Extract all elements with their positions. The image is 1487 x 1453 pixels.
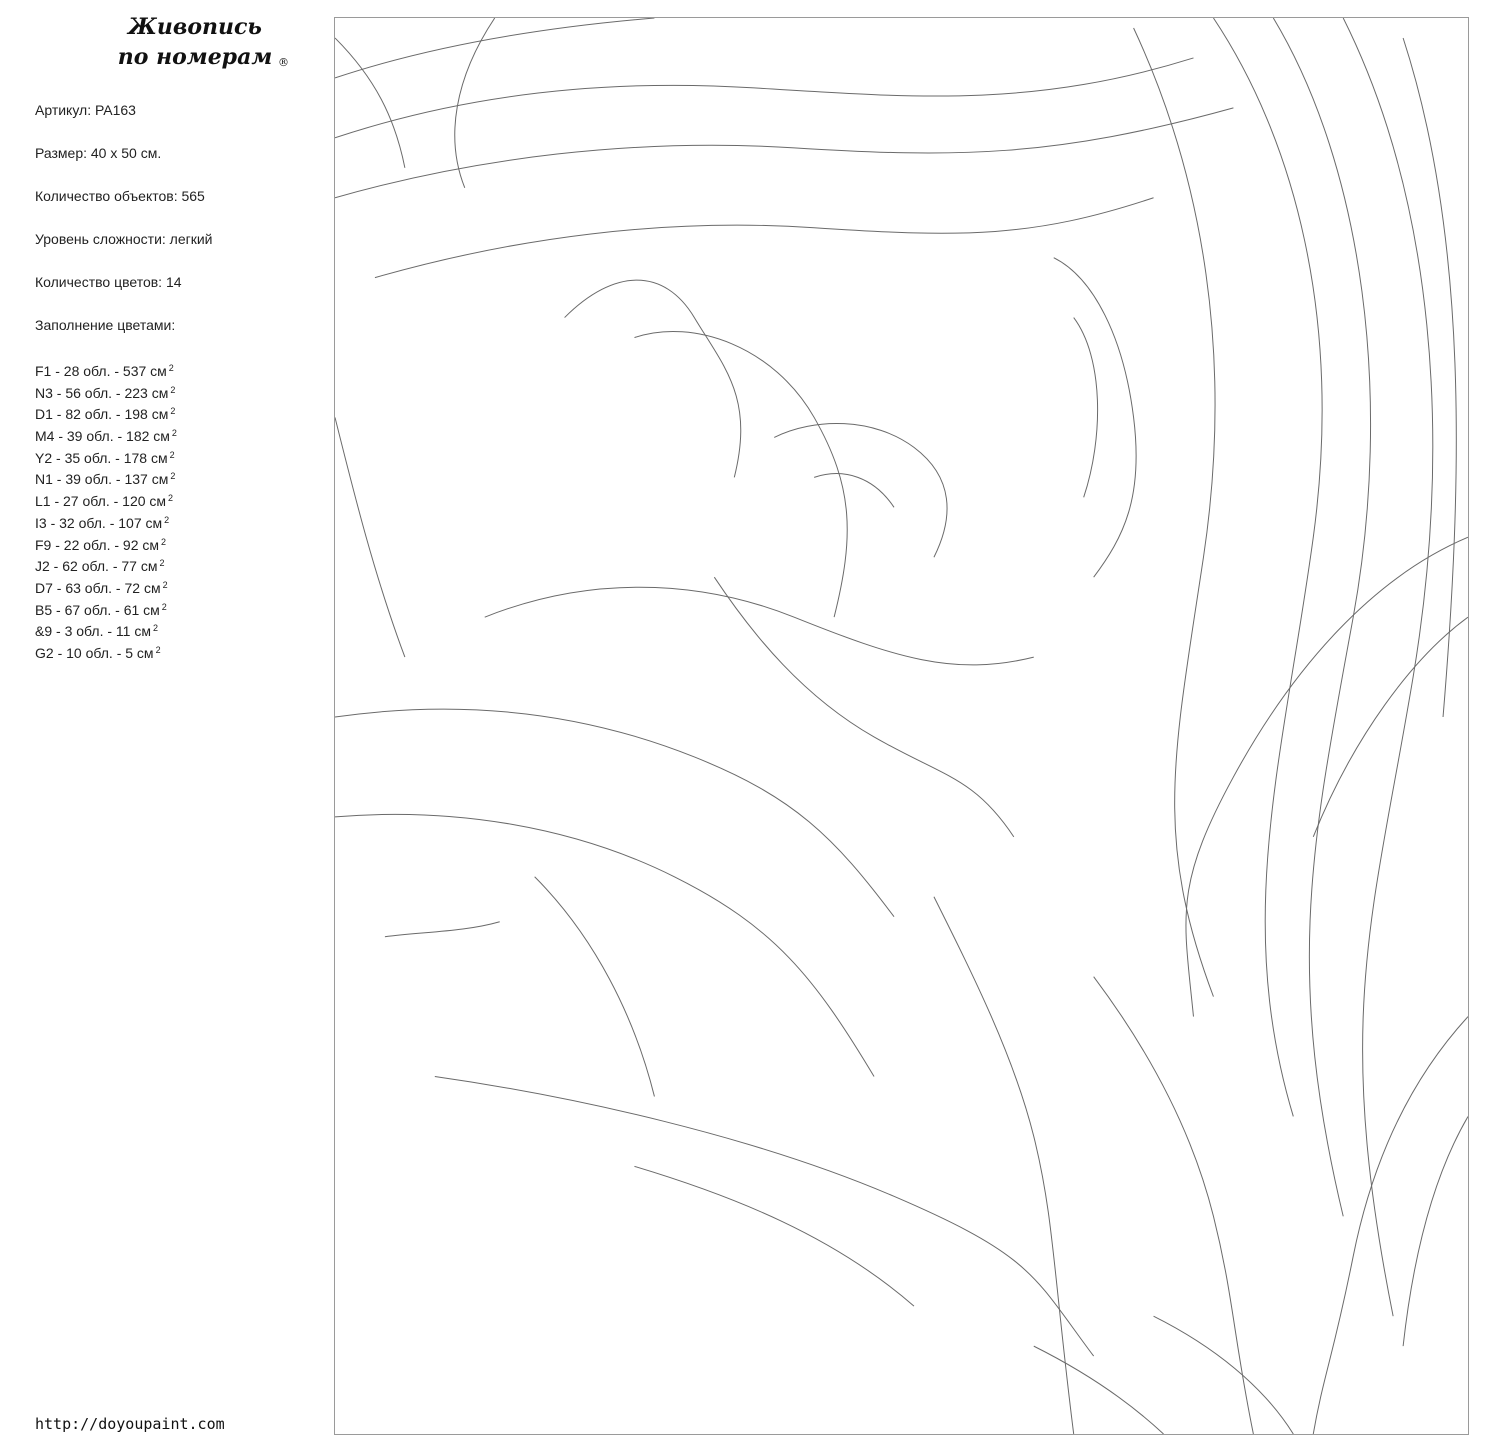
colors-count-line: Количество цветов: 14 — [35, 274, 182, 290]
color-row: F9 - 22 обл. - 92 см $^2$ — [35, 536, 167, 553]
color-row: D1 - 82 обл. - 198 см $^2$ — [35, 406, 176, 423]
color-row: &9 - 3 обл. - 11 см $^2$ — [35, 623, 158, 640]
size-line: Размер: 40 х 50 см. — [35, 145, 162, 161]
registered-mark: ® — [278, 56, 289, 69]
brand-line-2: по номерам — [117, 44, 273, 70]
coloring-canvas — [334, 17, 1469, 1435]
color-row: Y2 - 35 обл. - 178 см $^2$ — [35, 449, 175, 466]
color-row: N3 - 56 обл. - 223 см $^2$ — [35, 384, 176, 401]
color-fill-list — [35, 358, 177, 662]
color-row: J2 - 62 обл. - 77 см $^2$ — [35, 558, 165, 575]
info-sidebar — [0, 0, 320, 1453]
color-row: M4 - 39 обл. - 182 см $^2$ — [35, 428, 177, 445]
fill-title: Заполнение цветами: — [35, 317, 176, 333]
color-row: D7 - 63 обл. - 72 см $^2$ — [35, 579, 168, 596]
color-row: I3 - 32 обл. - 107 см $^2$ — [35, 514, 170, 531]
article-line: Артикул: PA163 — [35, 102, 136, 118]
color-row: F1 - 28 обл. - 537 см $^2$ — [35, 363, 174, 379]
brand-line-1: Живопись — [128, 14, 262, 40]
outline-drawing — [335, 18, 1468, 1434]
product-info — [35, 100, 315, 358]
color-row: L1 - 27 обл. - 120 см $^2$ — [35, 493, 174, 510]
color-row: N1 - 39 обл. - 137 см $^2$ — [35, 471, 176, 488]
site-url[interactable]: http://doyoupaint.com — [35, 1415, 225, 1433]
difficulty-line: Уровень сложности: легкий — [35, 231, 213, 247]
color-row: G2 - 10 обл. - 5 см $^2$ — [35, 644, 161, 661]
color-row: B5 - 67 обл. - 61 см $^2$ — [35, 601, 167, 618]
objects-line: Количество объектов: 565 — [35, 188, 205, 204]
brand-logo — [95, 12, 295, 72]
